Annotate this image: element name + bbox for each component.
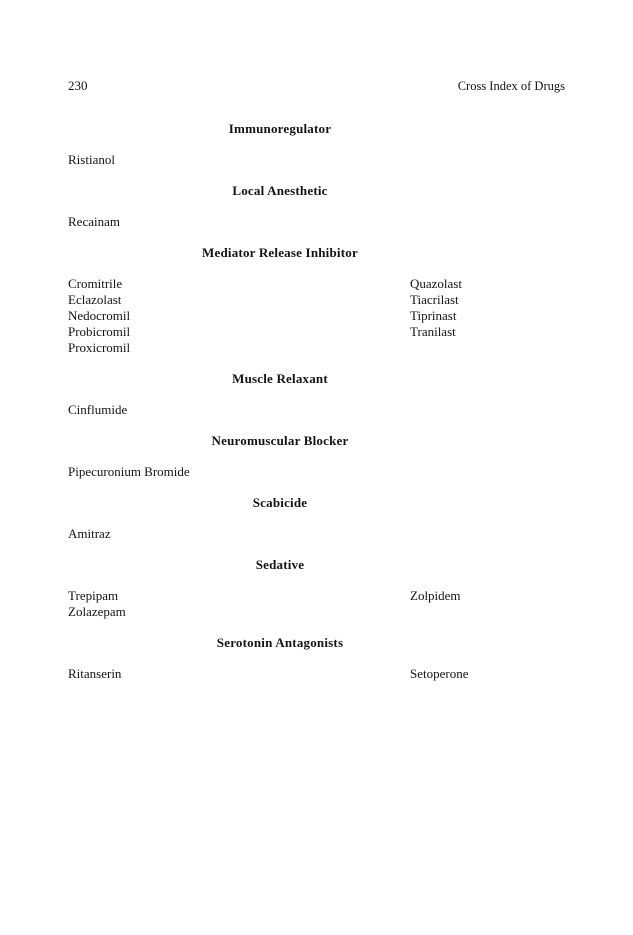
drug-name: Cinflumide [68,402,128,417]
drug-name [410,214,565,230]
drug-row [68,292,565,308]
drug-category-section [68,121,565,168]
drug-name: Ritanserin [68,666,122,681]
drug-name: Cromitrile [68,276,123,291]
drug-name [410,402,565,418]
page-header [68,78,565,94]
category-heading: Mediator Release Inhibitor [202,245,358,260]
drug-category-section [68,495,565,542]
drug-category-section [68,635,565,682]
drug-name: Probicromil [68,324,131,339]
drug-row [68,402,565,418]
drug-name: Trepipam [68,588,119,603]
drug-name: Recainam [68,214,120,229]
running-title: Cross Index of Drugs [457,79,565,93]
drug-category-section [68,371,565,418]
drug-name: Tranilast [410,324,456,339]
category-heading: Serotonin Antagonists [216,635,344,650]
drug-name [410,340,565,356]
category-heading: Scabicide [252,495,308,510]
drug-name: Zolazepam [68,604,126,619]
category-heading: Neuromuscular Blocker [211,433,349,448]
drug-name: Amitraz [68,526,111,541]
drug-name: Proxicromil [68,340,131,355]
category-heading: Local Anesthetic [232,183,328,198]
drug-name [410,152,565,168]
drug-row [68,604,565,620]
drug-name [410,526,565,542]
drug-name: Tiacrilast [410,292,459,307]
drug-name: Quazolast [410,276,462,291]
drug-name: Tiprinast [410,308,457,323]
page-number: 230 [68,78,88,93]
drug-row [68,526,565,542]
drug-row [68,464,565,480]
drug-name: Setoperone [410,666,469,681]
drug-name [410,464,565,480]
drug-category-section [68,183,565,230]
drug-category-section [68,433,565,480]
drug-row [68,340,565,356]
category-heading: Muscle Relaxant [232,371,328,386]
drug-name [410,604,565,620]
drug-name: Zolpidem [410,588,461,603]
drug-row [68,666,565,682]
drug-category-section [68,245,565,356]
category-heading: Immunoregulator [228,121,332,136]
drug-row [68,214,565,230]
drug-name: Eclazolast [68,292,122,307]
drug-category-section [68,557,565,620]
drug-row [68,152,565,168]
drug-name: Ristianol [68,152,115,167]
category-heading: Sedative [255,557,305,572]
drug-name: Pipecuronium Bromide [68,464,190,479]
drug-row [68,324,565,340]
drug-row [68,276,565,292]
drug-row [68,308,565,324]
drug-name: Nedocromil [68,308,131,323]
drug-row [68,588,565,604]
